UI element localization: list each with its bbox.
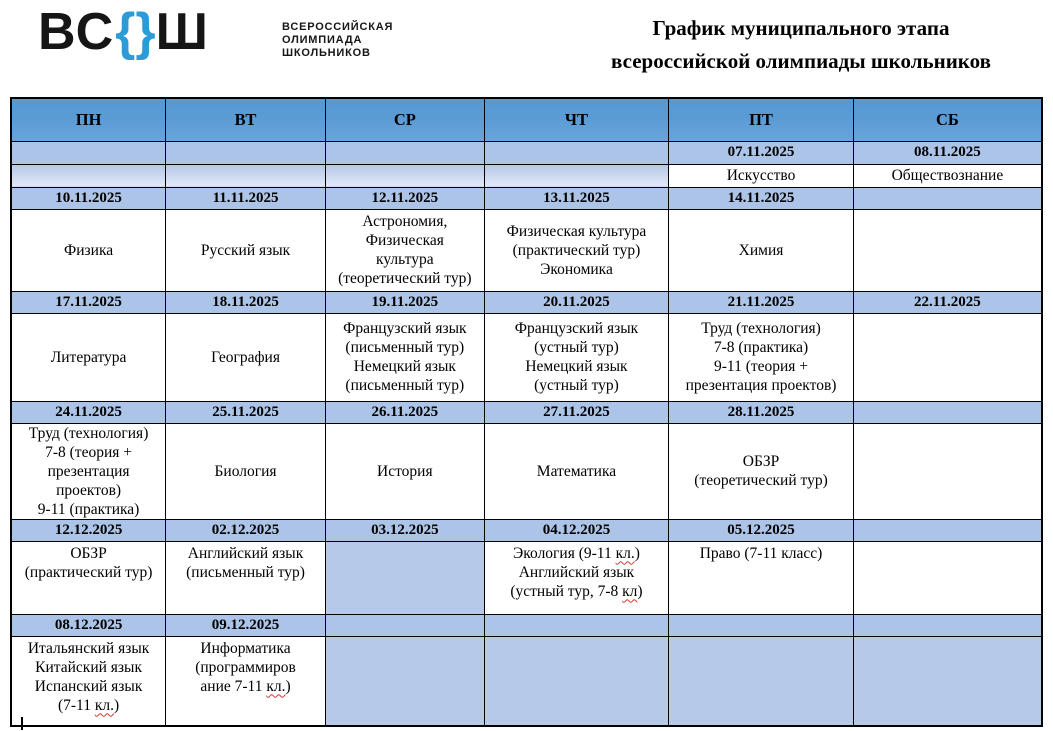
date-cell-r11c4 [669,614,854,636]
date-cell-r9c2: 03.12.2025 [325,519,484,541]
date-cell-r3c5 [853,187,1042,209]
subject-cell-r10c3: Экология (9-11 кл.) Английский язык (устный тур, 7-8 кл) [484,541,669,614]
date-cell-r7c2: 26.11.2025 [325,401,484,423]
subject-cell-r10c0: ОБЗР (практический тур) [11,541,166,614]
week-dates-row [11,614,1042,636]
subject-cell-r4c1: Русский язык [166,209,326,291]
date-cell-r5c5: 22.11.2025 [853,291,1042,313]
empty-cell-r2c3 [484,164,669,187]
empty-cell-r12c4 [669,636,854,726]
subject-cell-r12c1: Информатика (программиров ание 7-11 кл.) [166,636,326,726]
subject-cell-r8c3: Математика [484,423,669,519]
date-cell-r9c3: 04.12.2025 [484,519,669,541]
date-cell-r11c1: 09.12.2025 [166,614,326,636]
date-cell-r7c3: 27.11.2025 [484,401,669,423]
subject-cell-r6c2: Французский язык (письменный тур) Немецкий язык (письменный тур) [325,313,484,401]
date-cell-r7c1: 25.11.2025 [166,401,326,423]
date-cell-r1c1 [166,141,326,164]
weekday-header-cell-r0c2: СР [325,98,484,141]
date-cell-r1c4: 07.11.2025 [669,141,854,164]
subject-cell-r10c1: Английский язык (письменный тур) [166,541,326,614]
date-cell-r11c3 [484,614,669,636]
subject-cell-r4c4: Химия [669,209,854,291]
date-cell-r7c0: 24.11.2025 [11,401,166,423]
date-cell-r1c5: 08.11.2025 [853,141,1042,164]
page-title-line2: всероссийской олимпиады школьников [611,49,991,73]
subject-cell-r2c5: Обществознание [853,164,1042,187]
empty-cell-r2c1 [166,164,326,187]
date-cell-r9c5 [853,519,1042,541]
weekday-header-cell-r0c0: ПН [11,98,166,141]
date-cell-r5c3: 20.11.2025 [484,291,669,313]
week-dates-row [11,291,1042,313]
week-subjects-row [11,423,1042,519]
empty-cell-r12c3 [484,636,669,726]
subject-cell-r12c0: Итальянский язык Китайский язык Испанский язык (7-11 кл.) [11,636,166,726]
date-cell-r11c5 [853,614,1042,636]
schedule-body [11,98,1042,726]
weekday-header-cell-r0c3: ЧТ [484,98,669,141]
weekday-header-cell-r0c5: СБ [853,98,1042,141]
empty-cell-r4c5 [853,209,1042,291]
subject-cell-r4c2: Астрономия, Физическая культура (теоретический тур) [325,209,484,291]
week-dates-row [11,401,1042,423]
logo-letters-right: Ш [155,3,210,61]
empty-cell-r8c5 [853,423,1042,519]
week-subjects-row [11,313,1042,401]
date-cell-r5c2: 19.11.2025 [325,291,484,313]
date-cell-r3c2: 12.11.2025 [325,187,484,209]
subject-cell-r6c4: Труд (технология) 7-8 (практика) 9-11 (теория + презентация проектов) [669,313,854,401]
date-cell-r5c4: 21.11.2025 [669,291,854,313]
date-cell-r11c2 [325,614,484,636]
subject-cell-r6c0: Литература [11,313,166,401]
subject-cell-r4c3: Физическая культура (практический тур) Экономика [484,209,669,291]
subject-cell-r4c0: Физика [11,209,166,291]
logo-tagline-line: ШКОЛЬНИКОВ [282,47,371,59]
vsosh-logo [38,4,210,60]
week-subjects-row [11,541,1042,614]
logo-tagline [282,21,393,60]
schedule-table [10,97,1043,727]
week-subjects-row [11,209,1042,291]
weekday-header-cell-r0c4: ПТ [669,98,854,141]
empty-cell-r12c2 [325,636,484,726]
logo-letters-left: ВС [38,3,116,61]
page-title [552,12,1050,78]
date-cell-r5c1: 18.11.2025 [166,291,326,313]
date-cell-r3c3: 13.11.2025 [484,187,669,209]
text-cursor [21,717,23,730]
week-subjects-row [11,636,1042,726]
subject-cell-r6c3: Французский язык (устный тур) Немецкий язык (устный тур) [484,313,669,401]
date-cell-r7c4: 28.11.2025 [669,401,854,423]
date-cell-r9c1: 02.12.2025 [166,519,326,541]
date-cell-r1c3 [484,141,669,164]
subject-cell-r8c0: Труд (технология) 7-8 (теория + презентация проектов) 9-11 (практика) [11,423,166,519]
date-cell-r5c0: 17.11.2025 [11,291,166,313]
page-title-line1: График муниципального этапа [652,16,950,40]
logo-tagline-line: ВСЕРОССИЙСКАЯ [282,21,394,33]
logo-braces-icon: {} [115,3,156,61]
empty-cell-r12c5 [853,636,1042,726]
date-cell-r1c0 [11,141,166,164]
week-dates-row [11,141,1042,164]
logo-tagline-line: ОЛИМПИАДА [282,34,363,46]
date-cell-r3c0: 10.11.2025 [11,187,166,209]
week-dates-row [11,187,1042,209]
date-cell-r7c5 [853,401,1042,423]
week-subjects-row [11,164,1042,187]
date-cell-r11c0: 08.12.2025 [11,614,166,636]
subject-cell-r10c4: Право (7-11 класс) [669,541,854,614]
empty-cell-r6c5 [853,313,1042,401]
empty-cell-r2c2 [325,164,484,187]
empty-cell-r2c0 [11,164,166,187]
subject-cell-r8c1: Биология [166,423,326,519]
date-cell-r9c4: 05.12.2025 [669,519,854,541]
weekday-header-cell-r0c1: ВТ [166,98,326,141]
date-cell-r3c1: 11.11.2025 [166,187,326,209]
empty-cell-r10c5 [853,541,1042,614]
date-cell-r9c0: 12.12.2025 [11,519,166,541]
date-cell-r1c2 [325,141,484,164]
subject-cell-r8c4: ОБЗР (теоретический тур) [669,423,854,519]
weekday-header-row [11,98,1042,141]
date-cell-r3c4: 14.11.2025 [669,187,854,209]
subject-cell-r6c1: География [166,313,326,401]
subject-cell-r8c2: История [325,423,484,519]
empty-cell-r10c2 [325,541,484,614]
week-dates-row [11,519,1042,541]
subject-cell-r2c4: Искусство [669,164,854,187]
